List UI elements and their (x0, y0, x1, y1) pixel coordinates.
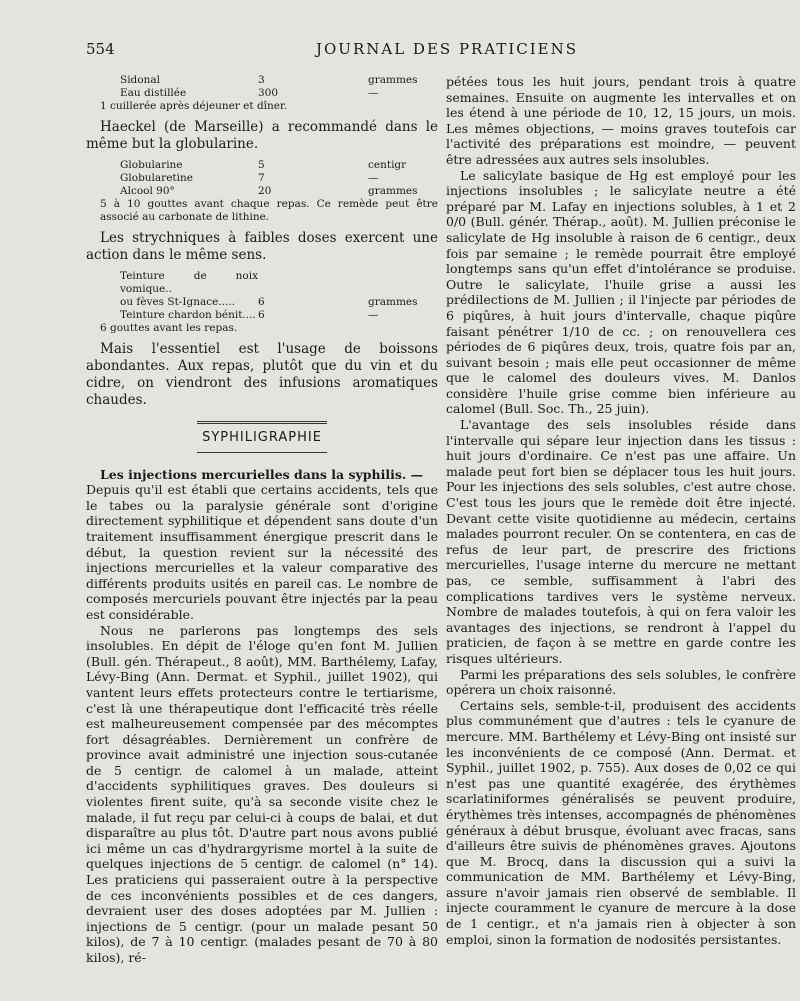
rx-line: Globularine 5 centigr (120, 159, 407, 171)
prescription-strychnine (86, 270, 438, 322)
page-number: 554 (86, 40, 115, 58)
right-column (446, 74, 796, 947)
left-column (86, 74, 438, 966)
rx-note: 1 cuillerée après déjeuner et dîner. (100, 100, 288, 112)
rx-line: ou fèves St-Ignace..... 6 grammes (120, 296, 418, 308)
rx-line: Teinture de noix vomique.. (120, 270, 258, 295)
section-title: SYPHILIGRAPHIE (202, 430, 322, 445)
paragraph: Parmi les préparations des sels solubles, le confrère opérera un choix raisonné. (446, 666, 796, 698)
paragraph: Haeckel (de Marseille) a recommandé dans le même but la globularine. (86, 119, 438, 152)
section-rule (197, 421, 327, 424)
paragraph: L'avantage des sels insolubles réside dans l'intervalle qui sépare leur injection dans les tissus : huit jours d'ordinaire. Ce n'est pas une affaire. Un malade peut fort bien se déplacer tous les huit jours. Pour les injections des sels solubles, c'est autre chose. C'est tous les jours que le remède doit être injecté. Devant cette visite quotidienne au médecin, certains malades pourront reculer. On se contentera, en cas de refus de leur part, de prescrire des frictions mercurielles, l'usage interne du mercure ne mettant pas, ce semble, suffisamment à l'abri des complications tardives vers le système nerveux. Nombre de malades toutefois, à qui on fera valoir les avantages des injections, se rendront à l'appel du praticien, de façon à se mettre en garde contre les risques ultérieurs. (446, 417, 796, 666)
article-title: Les injections mercurielles dans la syphilis. — (100, 466, 424, 482)
paragraph: Depuis qu'il est établi que certains accidents, tels que le tabes ou la paralysie générale sont d'origine directement syphilitique et dépendent sans doute d'un traitement insuffisamment énergique prescrit dans le début, la question revient sur la nécessité des injections mercurielles et la valeur comparative des différents produits usités en pareil cas. Le nombre de composés mercuriels pouvant être injectés par la peau est considérable. (86, 482, 438, 622)
page-header (86, 40, 786, 62)
paragraph: Nous ne parlerons pas longtemps des sels insolubles. En dépit de l'éloge qu'en font M. Jullien (Bull. gén. Thérapeut., 8 août), MM. Barthélemy, Lafay, Lévy-Bing (Ann. Dermat. et Syphil., juillet 1902), qui vantent leurs effets protecteurs contre le tertiarisme, c'est là une thérapeutique dont l'efficacité très réelle est malheureusement compensée par des mécomptes fort désagréables. Dernièrement un confrère de province avait administré une injection sous-cutanée de 5 centigr. de calomel à un malade, atteint d'accidents syphilitiques graves. Des douleurs si violentes firent suite, qu'à sa seconde visite chez le malade, il fut reçu par celui-ci à coups de balai, et dut disparaître au plus tôt. D'autre part nous avons publié ici même un cas d'hydrargyrisme mortel à la suite de quelques injections de 5 centigr. de calomel (n° 14). Les praticiens qui passeraient outre à la perspective de ces inconvénients possibles et de ces dangers, devraient user des doses adoptées par M. Jullien : injections de 5 centigr. (pour un malade pesant 50 kilos), de 7 à 10 centigr. (malades pesant de 70 à 80 kilos), ré- (86, 622, 438, 965)
section-rule (197, 452, 327, 453)
rx-line: Alcool 90° 20 grammes (120, 185, 418, 197)
prescription-globularine (86, 159, 438, 198)
rx-line: Eau distillée 300 — (120, 87, 379, 99)
rx-line: Globularetine 7 — (120, 172, 379, 184)
prescription-sidonal (86, 74, 438, 100)
paragraph: Les strychniques à faibles doses exercent une action dans le même sens. (86, 230, 438, 263)
rx-line: Sidonal 3 grammes (120, 74, 418, 86)
paragraph: Mais l'essentiel est l'usage de boissons abondantes. Aux repas, plutôt que du vin et du cidre, on viendront des infusions aromatiques chaudes. (86, 341, 438, 408)
rx-line: Teinture chardon bénit.... 6 — (120, 309, 379, 321)
rx-note: 5 à 10 gouttes avant chaque repas. Ce remède peut être associé au carbonate de lithine. (100, 198, 438, 223)
running-title: JOURNAL DES PRATICIENS (316, 40, 579, 58)
paragraph: Certains sels, semble-t-il, produisent des accidents plus communément que d'autres : tels le cyanure de mercure. MM. Barthélemy et Lévy-Bing ont insisté sur les inconvénients de ce composé (Ann. Dermat. et Syphil., juillet 1902, p. 755). Aux doses de 0,02 ce qui n'est pas une quantité exagérée, des érythèmes scarlatiniformes généralisés se peuvent produire, érythèmes très intenses, accompagnés de phénomènes généraux à début brusque, évoluant avec fracas, sans d'ailleurs être suivis de phénomènes graves. Ajoutons que M. Brocq, dans la discussion qui a suivi la communication de MM. Barthélemy et Lévy-Bing, assure n'avoir jamais rien observé de semblable. Il injecte couramment le cyanure de mercure à la dose de 1 centigr., et n'a jamais rien à objecter à son emploi, sinon la formation de nodosités persistantes. (446, 697, 796, 947)
paragraph: Le salicylate basique de Hg est employé pour les injections insolubles ; le salicylate neutre a été préparé par M. Lafay en injections solubles, à 1 et 2 0/0 (Bull. génér. Thérap., août). M. Jullien préconise le salicylate de Hg insoluble à raison de 6 centigr., deux fois par semaine ; le remède pourrait être employé longtemps sans qu'un effet d'intolérance se produise. Outre le salicylate, l'huile grise a aussi les prédilections de M. Jullien ; il l'injecte par périodes de 6 piqûres, à huit jours d'intervalle, chaque piqûre faisant pénétrer 1/10 de cc. ; on renouvellera ces périodes de 6 piqûres deux, trois, quatre fois par an, suivant besoin ; mais elle peut occasionner de même que le calomel des douleurs vives. M. Danlos considère l'huile grise comme bien inférieure au calomel (Bull. Soc. Th., 25 juin). (446, 167, 796, 417)
paragraph: pétées tous les huit jours, pendant trois à quatre semaines. Ensuite on augmente les intervalles et on les étend à une période de 10, 12, 15 jours, un mois. Les mêmes objections, — moins graves toutefois car l'activité des préparations est moindre, — peuvent être adressées aux autres sels insolubles. (446, 74, 796, 167)
section-heading (86, 421, 438, 453)
rx-note: 6 gouttes avant les repas. (100, 322, 238, 334)
